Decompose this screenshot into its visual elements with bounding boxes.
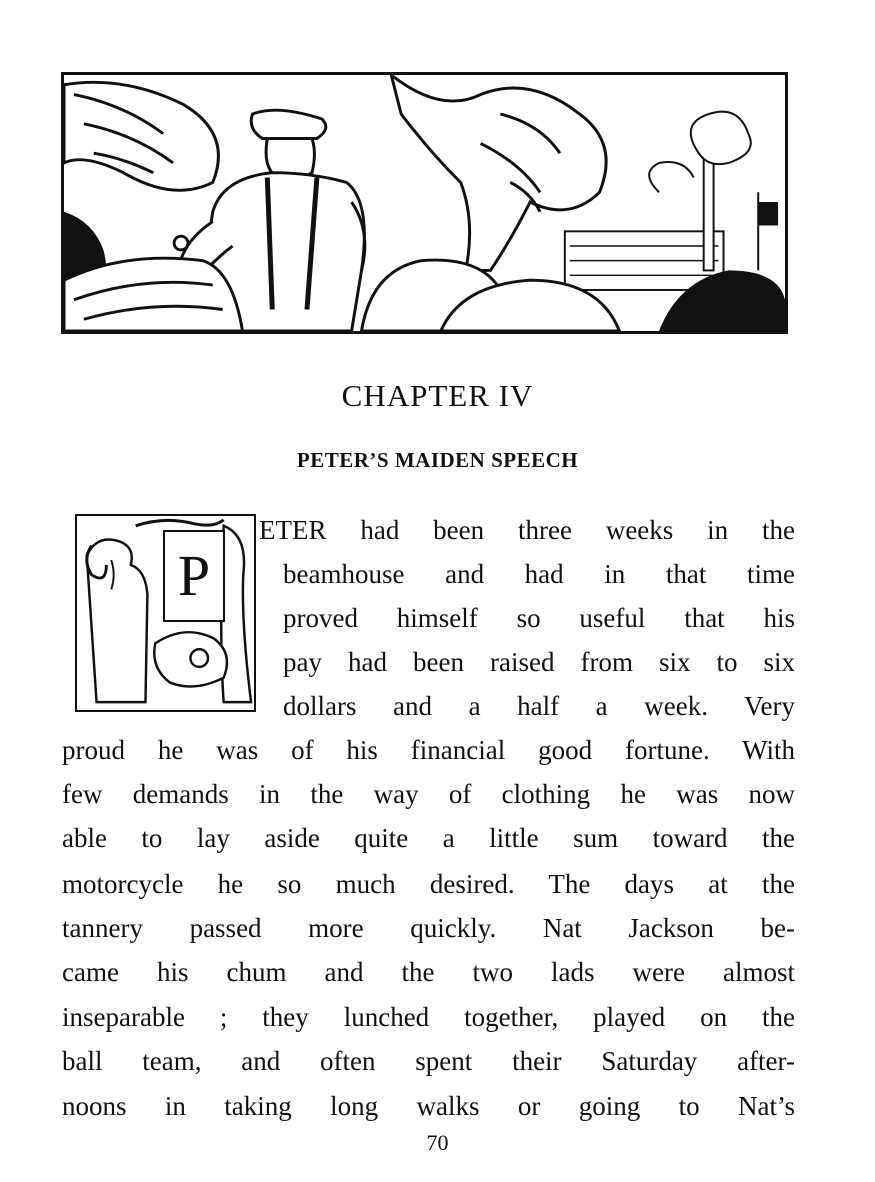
chapter-headpiece-illustration <box>61 72 788 334</box>
body-text-line: inseparable ; they lunched together, played on the <box>62 1002 795 1032</box>
body-text-line: came his chum and the two lads were almost <box>62 957 795 987</box>
drop-cap-ornament <box>75 514 256 712</box>
body-text-line: ETER had been three weeks in the <box>259 515 795 545</box>
page-number: 70 <box>426 1130 449 1155</box>
body-text-line: dollars and a half a week. Very <box>283 691 795 721</box>
body-text-line: pay had been raised from six to six <box>283 647 795 677</box>
drop-cap-letter: P <box>163 530 225 622</box>
body-text-line: proved himself so useful that his <box>283 603 795 633</box>
body-text-line: motorcycle he so much desired. The days at the <box>62 869 795 899</box>
body-text-line: noons in taking long walks or going to Nat’s <box>62 1091 795 1121</box>
body-text-line: proud he was of his financial good fortune. With <box>62 735 795 765</box>
body-text-line: able to lay aside quite a little sum toward the <box>62 823 795 853</box>
body-text-line: few demands in the way of clothing he was now <box>62 779 795 809</box>
body-text-line: ball team, and often spent their Saturday after- <box>62 1046 795 1076</box>
chapter-subtitle: PETER’S MAIDEN SPEECH <box>296 448 579 472</box>
body-text-line: tannery passed more quickly. Nat Jackson be- <box>62 913 795 943</box>
chapter-title: CHAPTER IV <box>341 378 534 413</box>
body-text-line: beamhouse and had in that time <box>283 559 795 589</box>
